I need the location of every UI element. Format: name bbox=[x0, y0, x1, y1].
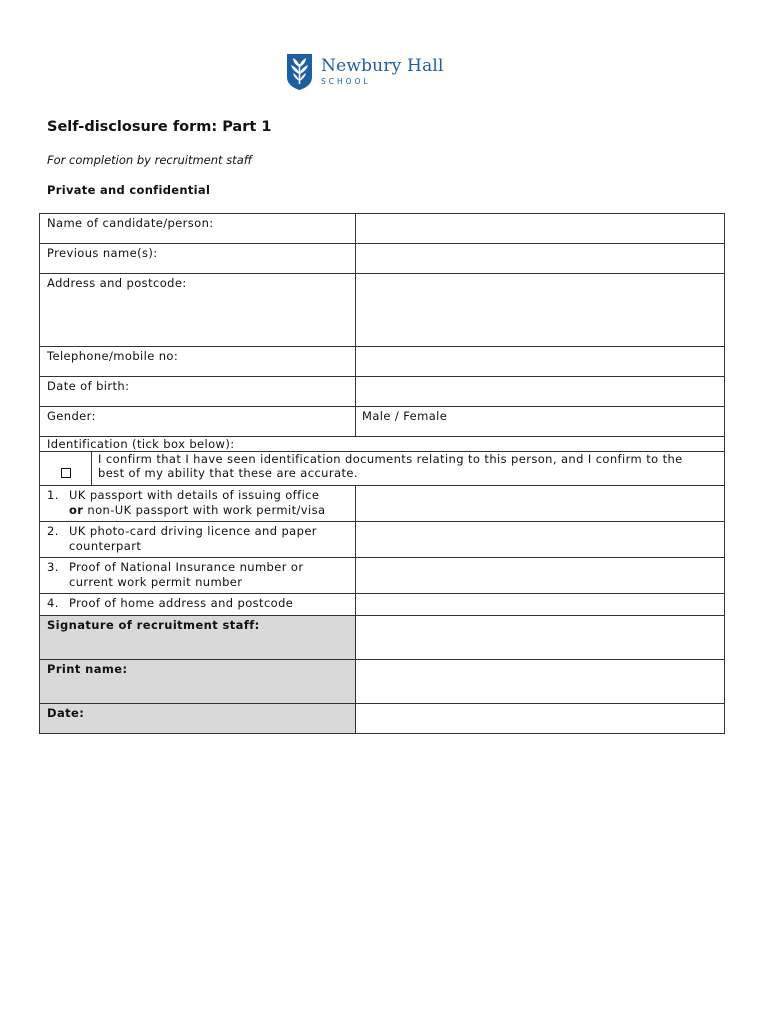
confirm-checkbox[interactable] bbox=[61, 468, 71, 478]
identification-heading: Identification (tick box below): bbox=[47, 437, 235, 451]
page-title: Self-disclosure form: Part 1 bbox=[47, 119, 272, 135]
table-row bbox=[40, 452, 724, 486]
table-row bbox=[40, 437, 724, 452]
id-item-3-label: 3. Proof of National Insurance number or current work permit number bbox=[40, 558, 356, 593]
table-row bbox=[40, 616, 724, 660]
address-label: Address and postcode: bbox=[40, 274, 356, 346]
confirm-line-1: I confirm that I have seen identification documents relating to this person, and I confirm to the bbox=[98, 452, 683, 466]
id-item-1-field[interactable] bbox=[356, 486, 724, 521]
gender-label: Gender: bbox=[40, 407, 356, 436]
print-name-label: Print name: bbox=[40, 660, 356, 703]
date-field[interactable] bbox=[356, 704, 724, 733]
table-row bbox=[40, 486, 724, 522]
dob-field[interactable] bbox=[356, 377, 724, 406]
crest-icon bbox=[286, 53, 313, 91]
table-row bbox=[40, 214, 724, 244]
name-field[interactable] bbox=[356, 214, 724, 243]
table-row bbox=[40, 558, 724, 594]
logo-subtitle: SCHOOL bbox=[321, 77, 371, 87]
telephone-field[interactable] bbox=[356, 347, 724, 376]
confidential-label: Private and confidential bbox=[47, 183, 211, 197]
address-field[interactable] bbox=[356, 274, 724, 346]
id-item-2-label: 2. UK photo-card driving licence and paper counterpart bbox=[40, 522, 356, 557]
previous-names-field[interactable] bbox=[356, 244, 724, 273]
logo-name: Newbury Hall bbox=[321, 56, 444, 77]
id-item-1-label: 1. UK passport with details of issuing office or non-UK passport with work permit/visa bbox=[40, 486, 356, 521]
id-item-3-field[interactable] bbox=[356, 558, 724, 593]
print-name-field[interactable] bbox=[356, 660, 724, 703]
tick-cell bbox=[40, 452, 92, 485]
dob-label: Date of birth: bbox=[40, 377, 356, 406]
table-row bbox=[40, 244, 724, 274]
table-row bbox=[40, 347, 724, 377]
table-row bbox=[40, 704, 724, 733]
table-row bbox=[40, 594, 724, 616]
confirm-statement bbox=[92, 452, 724, 485]
disclosure-form-table bbox=[39, 213, 725, 734]
gender-field[interactable]: Male / Female bbox=[362, 409, 448, 423]
name-label: Name of candidate/person: bbox=[40, 214, 356, 243]
signature-field[interactable] bbox=[356, 616, 724, 659]
id-item-4-label: 4. Proof of home address and postcode bbox=[40, 594, 356, 615]
id-item-4-field[interactable] bbox=[356, 594, 724, 615]
table-row bbox=[40, 522, 724, 558]
school-logo bbox=[286, 53, 444, 91]
table-row bbox=[40, 407, 724, 437]
previous-names-label: Previous name(s): bbox=[40, 244, 356, 273]
table-row bbox=[40, 274, 724, 347]
id-item-2-field[interactable] bbox=[356, 522, 724, 557]
date-label: Date: bbox=[40, 704, 356, 733]
table-row bbox=[40, 377, 724, 407]
telephone-label: Telephone/mobile no: bbox=[40, 347, 356, 376]
confirm-line-2: best of my ability that these are accurate. bbox=[98, 466, 358, 480]
table-row bbox=[40, 660, 724, 704]
signature-label: Signature of recruitment staff: bbox=[40, 616, 356, 659]
form-subtitle: For completion by recruitment staff bbox=[47, 153, 253, 167]
